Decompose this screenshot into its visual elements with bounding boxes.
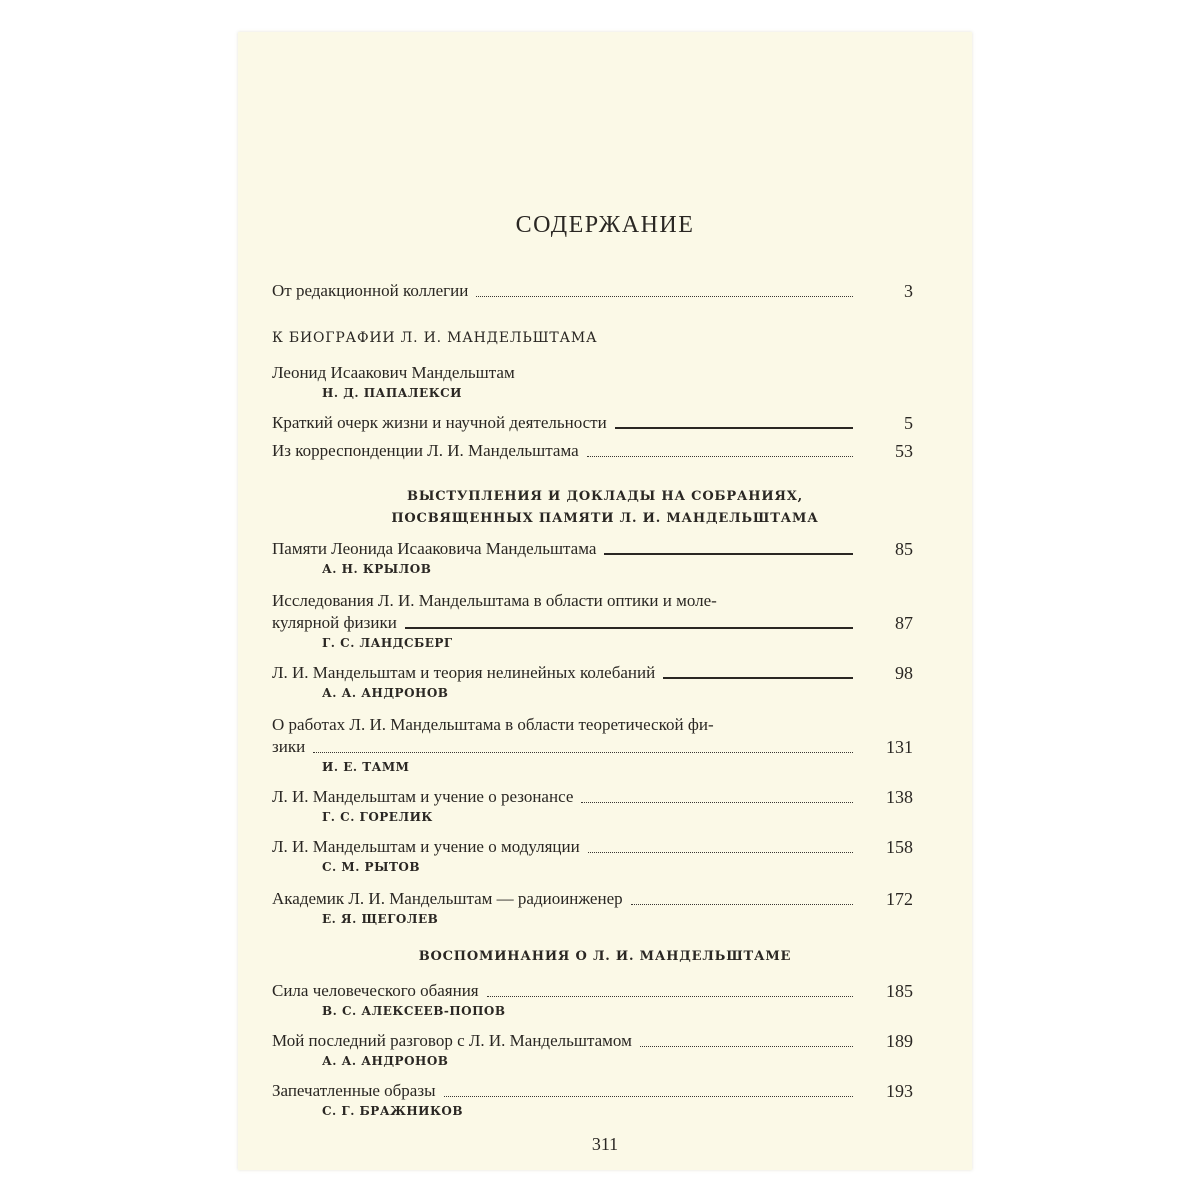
toc-entry <box>272 362 912 402</box>
entry-text-line1: О работах Л. И. Мандельштама в области теоретической фи- <box>272 715 714 734</box>
entry-page: 87 <box>895 613 913 633</box>
toc-entry <box>272 662 912 702</box>
entry-text: Леонид Исаакович Мандельштам <box>272 363 515 382</box>
solid-leader <box>663 677 853 679</box>
entry-page: 131 <box>886 737 913 757</box>
entry-page: 85 <box>895 539 913 559</box>
toc-entry <box>272 1080 912 1120</box>
dot-leader <box>587 456 853 457</box>
toc-entry <box>272 590 912 652</box>
section-heading-line: ВЫСТУПЛЕНИЯ И ДОКЛАДЫ НА СОБРАНИЯХ, <box>407 489 803 504</box>
entry-page: 98 <box>895 663 913 683</box>
entry-author: С. Г. БРАЖНИКОВ <box>322 1104 464 1118</box>
entry-page: 189 <box>886 1031 913 1051</box>
dot-leader <box>476 296 853 297</box>
toc-entry <box>272 980 912 1020</box>
toc-entry-intro <box>272 280 912 302</box>
entry-text: зики <box>272 737 306 756</box>
dot-leader <box>313 752 853 753</box>
entry-page: 3 <box>904 281 913 301</box>
toc-entry <box>272 888 912 928</box>
solid-leader <box>615 427 853 429</box>
entry-page: 53 <box>895 441 913 461</box>
entry-page: 185 <box>886 981 913 1001</box>
entry-text: От редакционной коллегии <box>272 281 469 300</box>
entry-author: Г. С. ГОРЕЛИК <box>322 810 433 824</box>
entry-page: 172 <box>886 889 913 909</box>
entry-text: Мой последний разговор с Л. И. Мандельштамом <box>272 1031 632 1050</box>
entry-author: А. А. АНДРОНОВ <box>322 686 449 700</box>
toc-entry <box>272 786 912 826</box>
toc-entry <box>272 412 912 434</box>
entry-author: Н. Д. ПАПАЛЕКСИ <box>322 386 462 400</box>
dot-leader <box>588 852 853 853</box>
entry-author: Е. Я. ЩЕГОЛЕВ <box>322 912 439 926</box>
entry-author: А. А. АНДРОНОВ <box>322 1054 449 1068</box>
toc-entry <box>272 714 912 776</box>
entry-text: Краткий очерк жизни и научной деятельности <box>272 413 607 432</box>
toc-entry <box>272 1030 912 1070</box>
entry-page: 138 <box>886 787 913 807</box>
dot-leader <box>640 1046 853 1047</box>
entry-author: С. М. РЫТОВ <box>322 860 421 874</box>
dot-leader <box>444 1096 854 1097</box>
section-heading-memories: ВОСПОМИНАНИЯ О Л. И. МАНДЕЛЬШТАМЕ <box>418 949 792 964</box>
toc-entry <box>272 836 912 876</box>
entry-author: И. Е. ТАММ <box>322 760 410 774</box>
section-heading-line: ПОСВЯЩЕННЫХ ПАМЯТИ Л. И. МАНДЕЛЬШТАМА <box>391 511 819 526</box>
page-number-footer: 311 <box>591 1134 619 1154</box>
entry-author: Г. С. ЛАНДСБЕРГ <box>322 636 453 650</box>
solid-leader <box>604 553 853 555</box>
section-heading-speeches <box>238 486 972 530</box>
page-title: СОДЕРЖАНИЕ <box>515 212 695 238</box>
entry-text: Сила человеческого обаяния <box>272 981 479 1000</box>
entry-text: Из корреспонденции Л. И. Мандельштама <box>272 441 579 460</box>
section-heading-biography: К БИОГРАФИИ Л. И. МАНДЕЛЬШТАМА <box>272 330 598 346</box>
dot-leader <box>631 904 853 905</box>
entry-author: А. Н. КРЫЛОВ <box>322 562 432 576</box>
toc-entry <box>272 440 912 462</box>
book-page <box>238 32 972 1170</box>
entry-text: Академик Л. И. Мандельштам — радиоинженер <box>272 889 623 908</box>
entry-text-line1: Исследования Л. И. Мандельштама в области оптики и моле- <box>272 591 717 610</box>
entry-text: Л. И. Мандельштам и учение о резонансе <box>272 787 574 806</box>
entry-text: кулярной физики <box>272 613 397 632</box>
toc-entry <box>272 538 912 578</box>
dot-leader <box>487 996 853 997</box>
entry-page: 5 <box>904 413 913 433</box>
entry-text: Запечатленные образы <box>272 1081 436 1100</box>
entry-text: Л. И. Мандельштам и теория нелинейных колебаний <box>272 663 656 682</box>
entry-text: Л. И. Мандельштам и учение о модуляции <box>272 837 580 856</box>
entry-text: Памяти Леонида Исааковича Мандельштама <box>272 539 597 558</box>
entry-page: 158 <box>886 837 913 857</box>
solid-leader <box>405 627 853 629</box>
entry-author: В. С. АЛЕКСЕЕВ-ПОПОВ <box>322 1004 506 1018</box>
entry-page: 193 <box>886 1081 913 1101</box>
dot-leader <box>581 802 853 803</box>
